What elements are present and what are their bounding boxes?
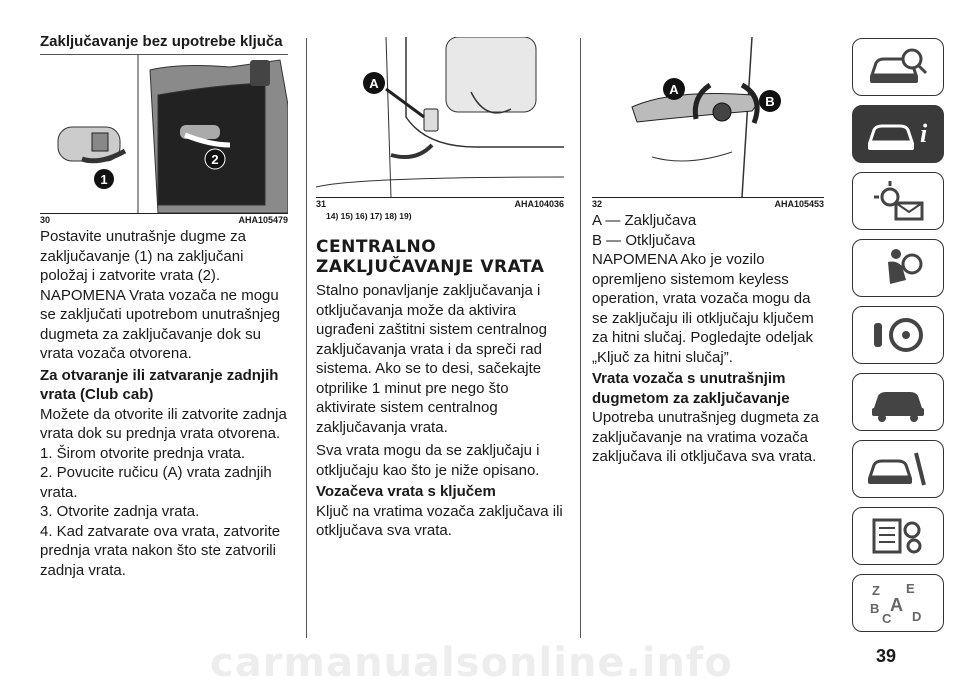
tab-car-search[interactable] <box>852 38 944 96</box>
heading-rule <box>40 54 288 55</box>
step-item: 1. Širom otvorite prednja vrata. <box>40 444 246 462</box>
warning-lights-icon <box>866 179 930 223</box>
tab-car-service[interactable] <box>852 440 944 498</box>
svg-text:D: D <box>912 609 922 624</box>
tab-key-steering[interactable] <box>852 306 944 364</box>
key-cylinder-illustration <box>592 37 824 197</box>
tab-warning-lights[interactable] <box>852 172 944 230</box>
note-references: 14) 15) 16) 17) 18) 19) <box>326 211 412 221</box>
key-steering-icon <box>866 313 930 357</box>
alphabet-index-icon <box>866 581 930 625</box>
paragraph: Upotreba unutrašnjeg dugmeta za zaključavanje na vratima vozača zaključava ili otključava sva vrata. <box>592 409 819 465</box>
subheading: Vrata vozača s unutrašnjim dugmetom za zaključavanje <box>592 370 790 407</box>
paragraph: Možete da otvorite ili zatvorite zadnja vrata dok su prednja vrata otvorena. <box>40 405 287 442</box>
tab-car-breakdown[interactable] <box>852 373 944 431</box>
tab-alphabet-index[interactable] <box>852 574 944 632</box>
tab-car-info[interactable] <box>852 105 944 163</box>
svg-text:C: C <box>882 611 892 625</box>
legend-item: A — Zaključava <box>592 212 697 229</box>
specs-gear-icon <box>866 514 930 558</box>
airbag-seat-icon <box>866 246 930 290</box>
car-breakdown-icon <box>866 380 930 424</box>
section-heading: Zaključavanje bez upotrebe ključa <box>40 33 283 50</box>
chapter-tabs <box>848 38 944 641</box>
note-paragraph: NAPOMENA Vrata vozača ne mogu se zaključati upotrebom unutrašnjeg dugmeta za zaključavanje dok su vrata vozača otvorena. <box>40 286 281 362</box>
callout-b: B <box>765 94 775 109</box>
svg-text:E: E <box>906 581 915 596</box>
callout-2: 2 <box>211 152 219 167</box>
legend-item: B — Otključava <box>592 231 696 249</box>
svg-text:Z: Z <box>872 583 880 598</box>
car-info-icon <box>866 112 930 156</box>
figure-31 <box>316 37 564 197</box>
figure-number: 30 <box>40 215 51 225</box>
figure-code: AHA104036 <box>514 199 564 209</box>
car-search-icon <box>866 45 930 89</box>
column-1 <box>40 0 288 580</box>
svg-text:B: B <box>870 601 880 616</box>
paragraph: Stalno ponavljanje zaključavanja i otključavanja može da aktivira ugrađeni zaštitni sistem centralnog zaključavanja vrata i da spreči rad sistema. Ako se to desi, sačekajte otprilike 1 minut pre nego što aktivirate sistem centralnog zaključavanja vrata. <box>316 282 547 436</box>
figure-number: 31 <box>316 199 327 209</box>
svg-text:A: A <box>890 595 903 615</box>
section-heading: CENTRALNO ZAKLJUČAVANJE VRATA <box>316 237 545 277</box>
figure-number: 32 <box>592 199 603 209</box>
callout-1: 1 <box>100 172 108 187</box>
watermark: carmanualsonline.info <box>210 640 733 686</box>
paragraph: Ključ na vratima vozača zaključava ili otključava sva vrata. <box>316 502 563 539</box>
svg-text:i: i <box>920 119 928 148</box>
figure-code: AHA105479 <box>238 215 288 225</box>
figure-caption <box>40 213 288 225</box>
figure-32 <box>592 37 824 197</box>
figure-code: AHA105453 <box>774 199 824 209</box>
paragraph: Sva vrata mogu da se zaključaju i otključaju kao što je niže opisano. <box>316 442 540 479</box>
figure-caption <box>592 197 824 209</box>
callout-a: A <box>669 82 679 97</box>
tab-specs[interactable] <box>852 507 944 565</box>
subheading: Vozačeva vrata s ključem <box>316 483 496 500</box>
subheading: Za otvaranje ili zatvaranje zadnjih vrata (Club cab) <box>40 366 279 403</box>
rear-door-handle-illustration <box>316 37 564 197</box>
figure-30 <box>40 54 288 213</box>
tab-airbag-seat[interactable] <box>852 239 944 297</box>
column-divider <box>580 38 581 638</box>
callout-a: A <box>369 76 379 91</box>
step-item: 3. Otvorite zadnja vrata. <box>40 503 200 520</box>
column-2 <box>316 0 564 541</box>
column-divider <box>306 38 307 638</box>
step-item: 2. Povucite ručicu (A) vrata zadnjih vrata. <box>40 464 272 501</box>
figure-caption <box>316 197 564 209</box>
paragraph: Postavite unutrašnje dugme za zaključavanje (1) na zaključani položaj i zatvorite vrata (2). <box>40 228 246 284</box>
page-number: 39 <box>876 646 897 666</box>
car-service-icon <box>866 447 930 491</box>
column-3 <box>592 0 824 467</box>
door-lock-knob-illustration <box>40 55 288 213</box>
step-item: 4. Kad zatvarate ova vrata, zatvorite prednja vrata nakon što ste zatvorili zadnja vrata. <box>40 522 281 579</box>
note-paragraph: NAPOMENA Ako je vozilo opremljeno sistemom keyless operation, vrata vozača mogu da se zaključaju ili otključaju ključem za hitni slučaj. Pogledajte odeljak „Ključ za hitni slučaj”. <box>592 251 814 366</box>
